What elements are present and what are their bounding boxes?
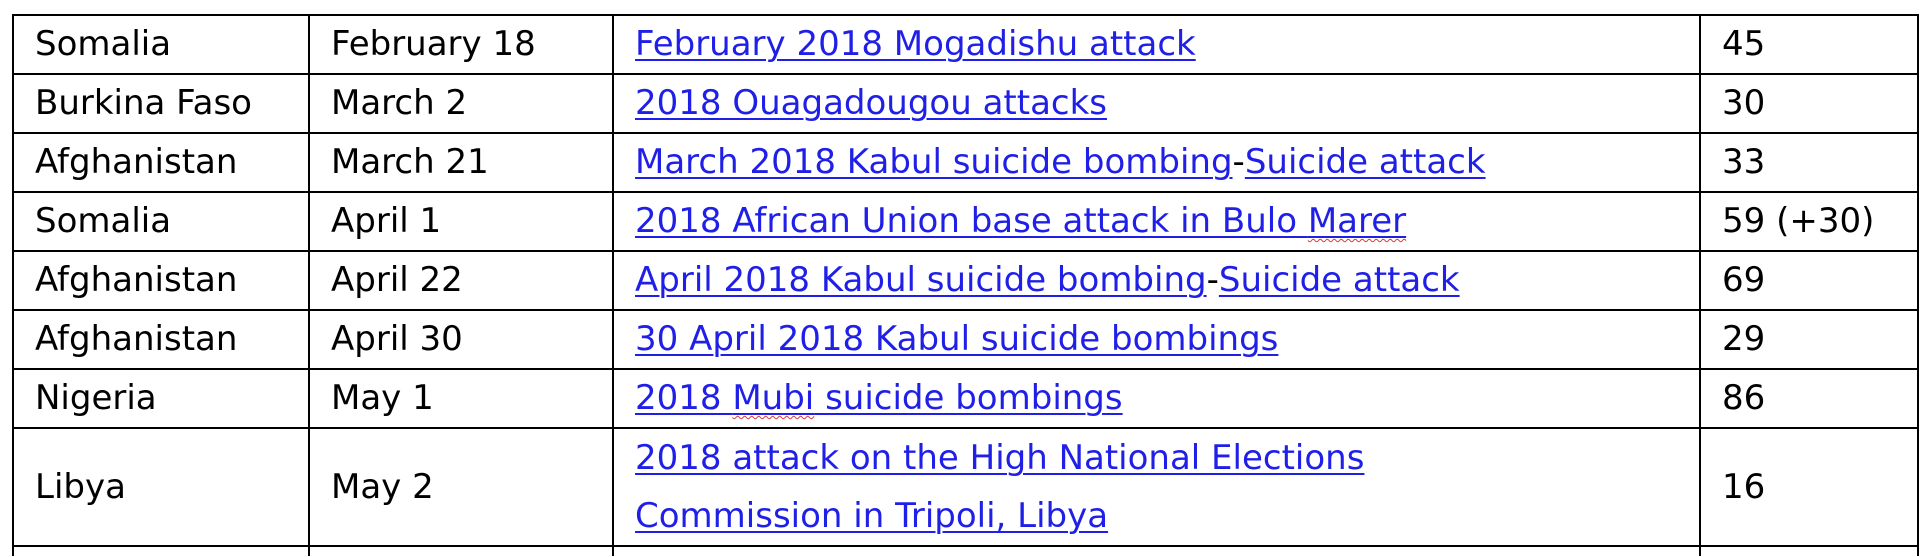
country-cell: Afghanistan xyxy=(13,133,309,192)
table-row xyxy=(13,310,1918,369)
country-cell: Burkina Faso xyxy=(13,74,309,133)
deaths-cell: 16 xyxy=(1700,428,1918,546)
event-link[interactable]: 2018 Ouagadougou attacks xyxy=(635,83,1107,124)
deaths-cell: 33 xyxy=(1700,133,1918,192)
date-cell: April 30 xyxy=(309,310,613,369)
empty-cell xyxy=(13,546,309,556)
event-cell xyxy=(613,74,1700,133)
event-link[interactable]: February 2018 Mogadishu attack xyxy=(635,24,1196,65)
event-link[interactable]: April 2018 Kabul suicide bombing xyxy=(635,260,1207,301)
country-cell: Afghanistan xyxy=(13,251,309,310)
table-row xyxy=(13,133,1918,192)
event-link[interactable]: 30 April 2018 Kabul suicide bombings xyxy=(635,319,1279,360)
table-row-partial xyxy=(13,546,1918,556)
event-cell xyxy=(613,310,1700,369)
event-link-line: Commission in Tripoli, Libya xyxy=(635,496,1109,536)
event-cell xyxy=(613,192,1700,251)
suicide-attack-link[interactable]: Suicide attack xyxy=(1244,142,1486,183)
table-row xyxy=(13,15,1918,74)
date-cell: April 1 xyxy=(309,192,613,251)
table-row xyxy=(13,192,1918,251)
event-cell xyxy=(613,369,1700,428)
spellcheck-flag: Marer xyxy=(1307,201,1407,242)
country-cell: Somalia xyxy=(13,15,309,74)
event-link[interactable]: 2018 Mubi suicide bombings xyxy=(635,378,1123,419)
event-cell xyxy=(613,251,1700,310)
link-separator: - xyxy=(1206,260,1219,301)
deaths-cell: 45 xyxy=(1700,15,1918,74)
suicide-attack-link[interactable]: Suicide attack xyxy=(1218,260,1460,301)
event-link-line: 2018 attack on the High National Elections xyxy=(635,438,1365,478)
date-cell: March 2 xyxy=(309,74,613,133)
table-row xyxy=(13,428,1918,546)
link-separator: - xyxy=(1232,142,1245,183)
deaths-cell: 59 (+30) xyxy=(1700,192,1918,251)
deaths-cell: 69 xyxy=(1700,251,1918,310)
empty-cell xyxy=(1700,546,1918,556)
event-link[interactable]: 2018 African Union base attack in Bulo Marer xyxy=(635,201,1407,242)
country-cell: Nigeria xyxy=(13,369,309,428)
event-link[interactable]: March 2018 Kabul suicide bombing xyxy=(635,142,1233,183)
country-cell: Libya xyxy=(13,428,309,546)
event-cell xyxy=(613,133,1700,192)
country-cell: Afghanistan xyxy=(13,310,309,369)
table-row xyxy=(13,74,1918,133)
date-cell: May 2 xyxy=(309,428,613,546)
deaths-cell: 29 xyxy=(1700,310,1918,369)
event-link[interactable] xyxy=(635,438,1364,536)
date-cell: April 22 xyxy=(309,251,613,310)
date-cell: May 1 xyxy=(309,369,613,428)
empty-cell xyxy=(309,546,613,556)
table-row xyxy=(13,251,1918,310)
event-cell xyxy=(613,428,1700,546)
date-cell: March 21 xyxy=(309,133,613,192)
attacks-table xyxy=(12,14,1919,556)
country-cell: Somalia xyxy=(13,192,309,251)
deaths-cell: 30 xyxy=(1700,74,1918,133)
table-row xyxy=(13,369,1918,428)
spellcheck-flag: Mubi xyxy=(732,378,815,419)
event-cell xyxy=(613,15,1700,74)
deaths-cell: 86 xyxy=(1700,369,1918,428)
date-cell: February 18 xyxy=(309,15,613,74)
empty-cell xyxy=(613,546,1700,556)
